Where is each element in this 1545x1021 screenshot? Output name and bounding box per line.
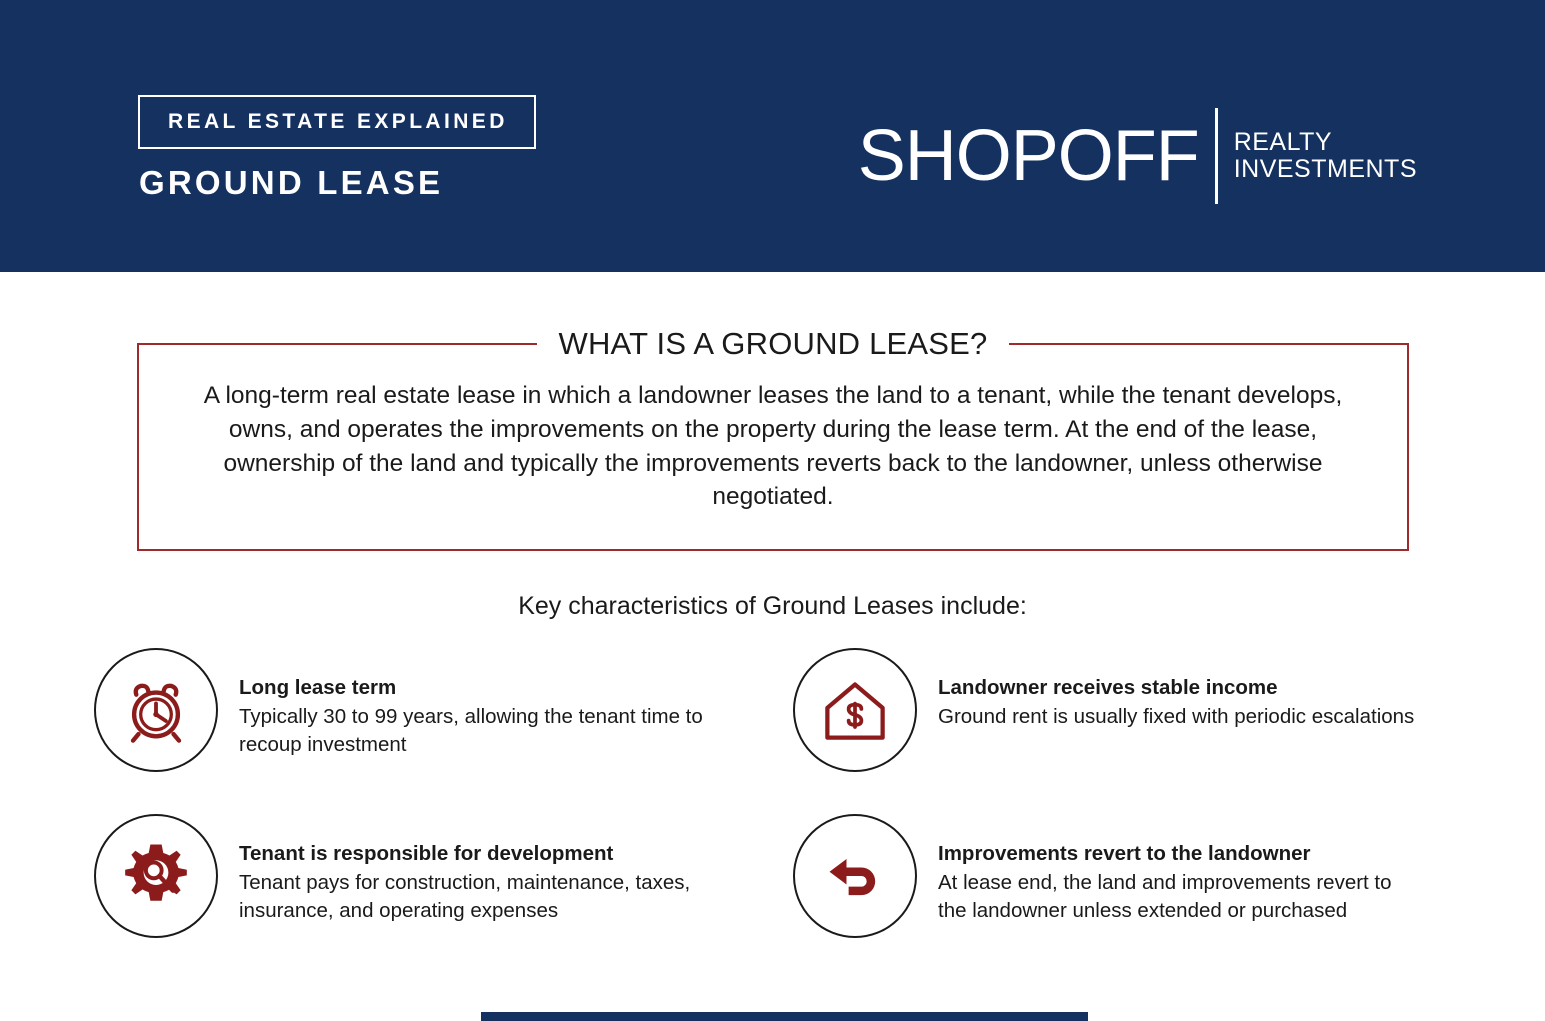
definition-heading-wrap (139, 326, 1407, 362)
list-item-text (938, 814, 1418, 925)
list-item-description: Ground rent is usually fixed with periodic escalations (938, 704, 1415, 728)
list-item-description: At lease end, the land and improvements revert to the landowner unless extended or purchased (938, 870, 1392, 922)
alarm-clock-icon (94, 648, 218, 772)
list-item-title: Long lease term (239, 676, 397, 699)
return-arrow-icon (793, 814, 917, 938)
list-item-description: Typically 30 to 99 years, allowing the tenant time to recoup investment (239, 704, 703, 756)
list-item (94, 814, 719, 938)
key-characteristics-heading: Key characteristics of Ground Leases include: (518, 592, 1027, 620)
list-item (793, 648, 1414, 772)
shopoff-logo (858, 108, 1417, 204)
gear-wrench-icon (94, 814, 218, 938)
eyebrow-badge (138, 95, 536, 149)
list-item-title: Tenant is responsible for development (239, 842, 614, 865)
logo-subtext (1234, 108, 1417, 204)
definition-heading: WHAT IS A GROUND LEASE? (537, 326, 1010, 361)
logo-subtext-line1: REALTY (1233, 128, 1333, 156)
list-item-text (938, 648, 1414, 731)
definition-body: A long-term real estate lease in which a landowner leases the land to a tenant, while the tenant develops, owns, and operates the improvements on the property during the lease term. At the end of the lease, ownership of the land and typically the improvements reverts back to the landowner, unless otherwise negotiated. (203, 382, 1343, 511)
logo-wordmark: SHOPOFF (857, 116, 1199, 196)
logo-subtext-line2: INVESTMENTS (1233, 155, 1417, 183)
list-item-title: Landowner receives stable income (938, 676, 1278, 699)
definition-box (137, 326, 1409, 551)
list-item (94, 648, 719, 772)
header-banner (0, 0, 1545, 272)
list-item (793, 814, 1418, 938)
list-item-text (239, 648, 719, 759)
eyebrow-label: REAL ESTATE EXPLAINED (168, 110, 508, 133)
list-item-description: Tenant pays for construction, maintenance, taxes, insurance, and operating expenses (239, 870, 691, 922)
logo-divider (1215, 108, 1218, 204)
house-dollar-icon (793, 648, 917, 772)
list-item-text (239, 814, 719, 925)
list-item-title: Improvements revert to the landowner (938, 842, 1311, 865)
footer-accent-bar (481, 1012, 1088, 1021)
page-title: GROUND LEASE (139, 164, 444, 201)
